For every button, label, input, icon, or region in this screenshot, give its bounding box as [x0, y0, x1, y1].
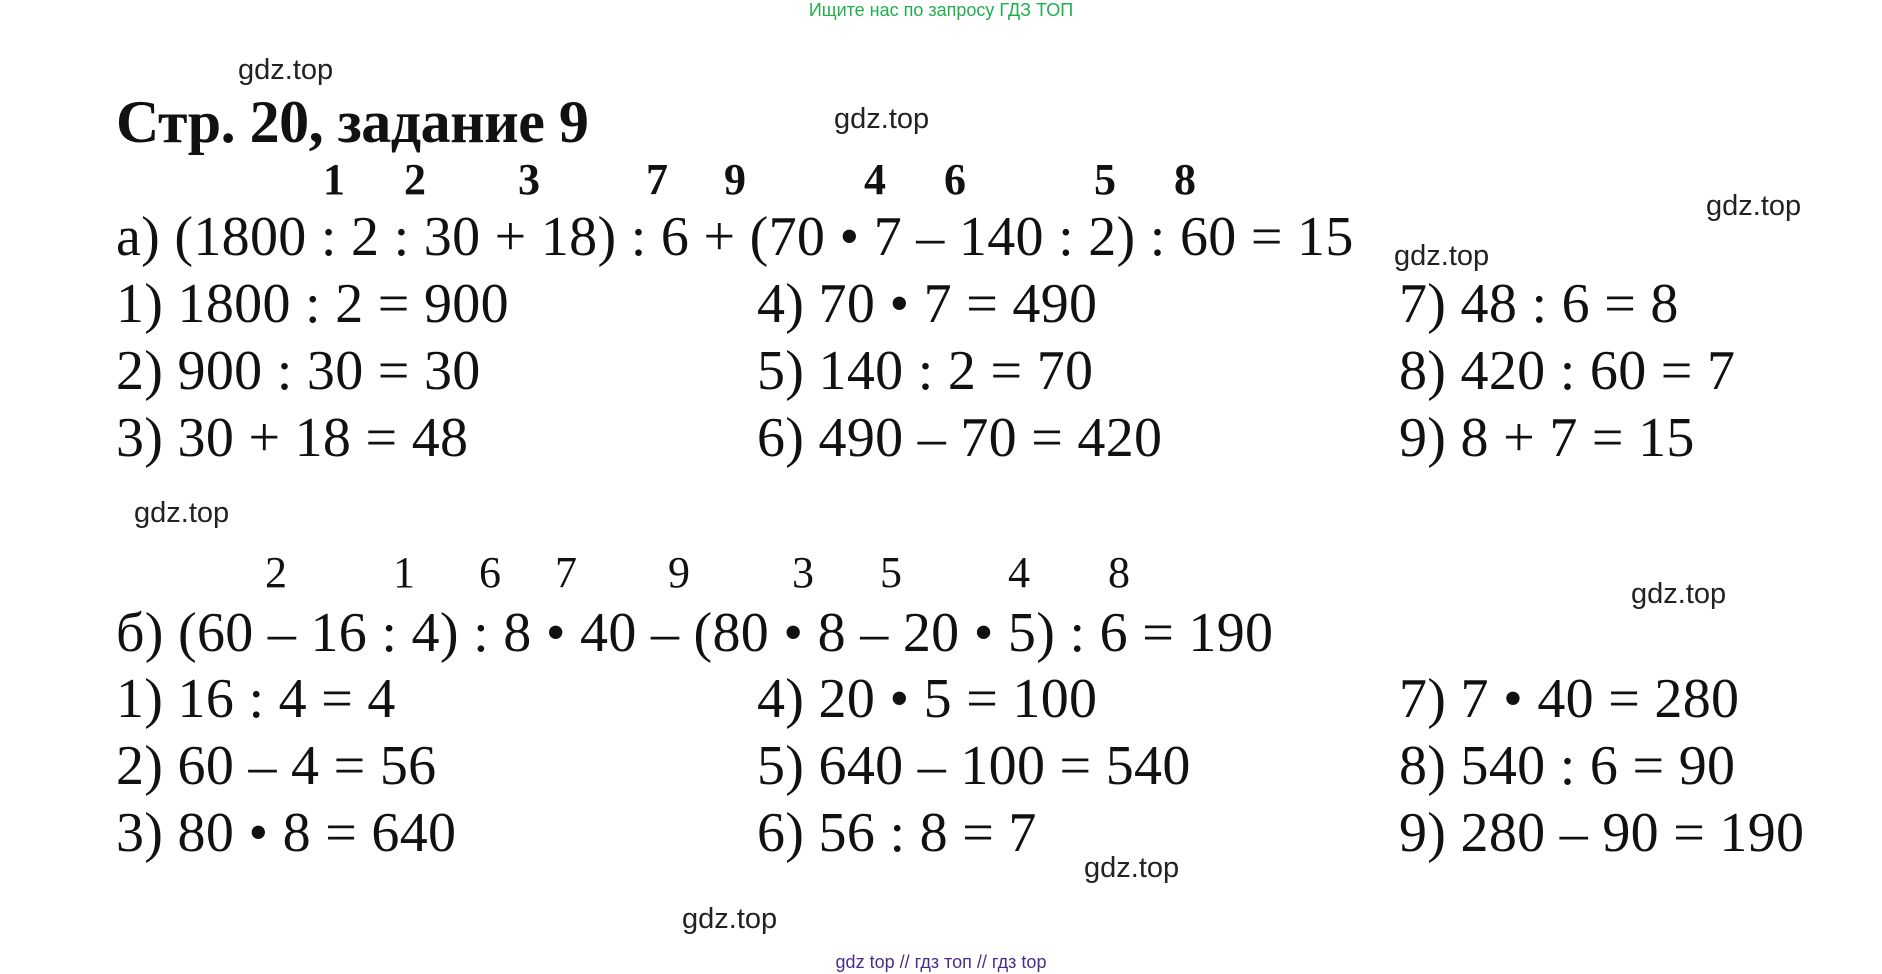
order-mark: 6: [479, 548, 501, 597]
step-b-5: 5) 640 – 100 = 540: [757, 735, 1191, 797]
step-b-6: 6) 56 : 8 = 7: [757, 802, 1037, 864]
order-mark: 2: [265, 548, 287, 597]
footer-links[interactable]: gdz top // гдз топ // гдз top: [835, 952, 1047, 972]
step-b-2: 2) 60 – 4 = 56: [116, 735, 437, 797]
order-mark: 7: [646, 155, 668, 204]
search-hint-banner: Ищите нас по запросу ГДЗ ТОП: [808, 0, 1074, 20]
watermark: gdz.top: [1706, 190, 1802, 222]
watermark: gdz.top: [238, 54, 334, 86]
order-mark: 7: [555, 548, 577, 597]
order-mark: 5: [880, 548, 902, 597]
step-a-1: 1) 1800 : 2 = 900: [116, 273, 509, 335]
step-b-8: 8) 540 : 6 = 90: [1399, 735, 1736, 797]
order-mark: 3: [518, 155, 540, 204]
watermark: gdz.top: [1084, 852, 1180, 884]
watermark: gdz.top: [1394, 240, 1490, 272]
order-mark: 6: [944, 155, 966, 204]
step-b-4: 4) 20 • 5 = 100: [757, 668, 1098, 730]
order-mark: 5: [1094, 155, 1116, 204]
order-mark: 1: [323, 155, 345, 204]
watermark: gdz.top: [682, 903, 778, 935]
order-mark: 4: [864, 155, 886, 204]
step-b-9: 9) 280 – 90 = 190: [1399, 802, 1805, 864]
watermark: gdz.top: [134, 497, 230, 529]
watermark: gdz.top: [1631, 578, 1727, 610]
step-a-6: 6) 490 – 70 = 420: [757, 407, 1163, 469]
order-mark: 1: [393, 548, 415, 597]
order-mark: 8: [1108, 548, 1130, 597]
step-b-7: 7) 7 • 40 = 280: [1399, 668, 1740, 730]
step-a-2: 2) 900 : 30 = 30: [116, 340, 481, 402]
expression-a: а) (1800 : 2 : 30 + 18) : 6 + (70 • 7 – 140 : 2) : 60 = 15: [116, 206, 1354, 268]
order-mark: 8: [1174, 155, 1196, 204]
step-b-1: 1) 16 : 4 = 4: [116, 668, 396, 730]
step-a-9: 9) 8 + 7 = 15: [1399, 407, 1695, 469]
watermark: gdz.top: [834, 103, 930, 135]
order-mark: 9: [724, 155, 746, 204]
expression-b: б) (60 – 16 : 4) : 8 • 40 – (80 • 8 – 20 • 5) : 6 = 190: [116, 602, 1274, 664]
step-a-5: 5) 140 : 2 = 70: [757, 340, 1094, 402]
step-a-4: 4) 70 • 7 = 490: [757, 273, 1098, 335]
step-a-3: 3) 30 + 18 = 48: [116, 407, 469, 469]
order-mark: 9: [668, 548, 690, 597]
order-mark: 4: [1008, 548, 1030, 597]
page-title: Стр. 20, задание 9: [116, 89, 589, 155]
step-a-7: 7) 48 : 6 = 8: [1399, 273, 1679, 335]
order-mark: 3: [792, 548, 814, 597]
step-a-8: 8) 420 : 60 = 7: [1399, 340, 1736, 402]
step-b-3: 3) 80 • 8 = 640: [116, 802, 457, 864]
order-mark: 2: [404, 155, 426, 204]
